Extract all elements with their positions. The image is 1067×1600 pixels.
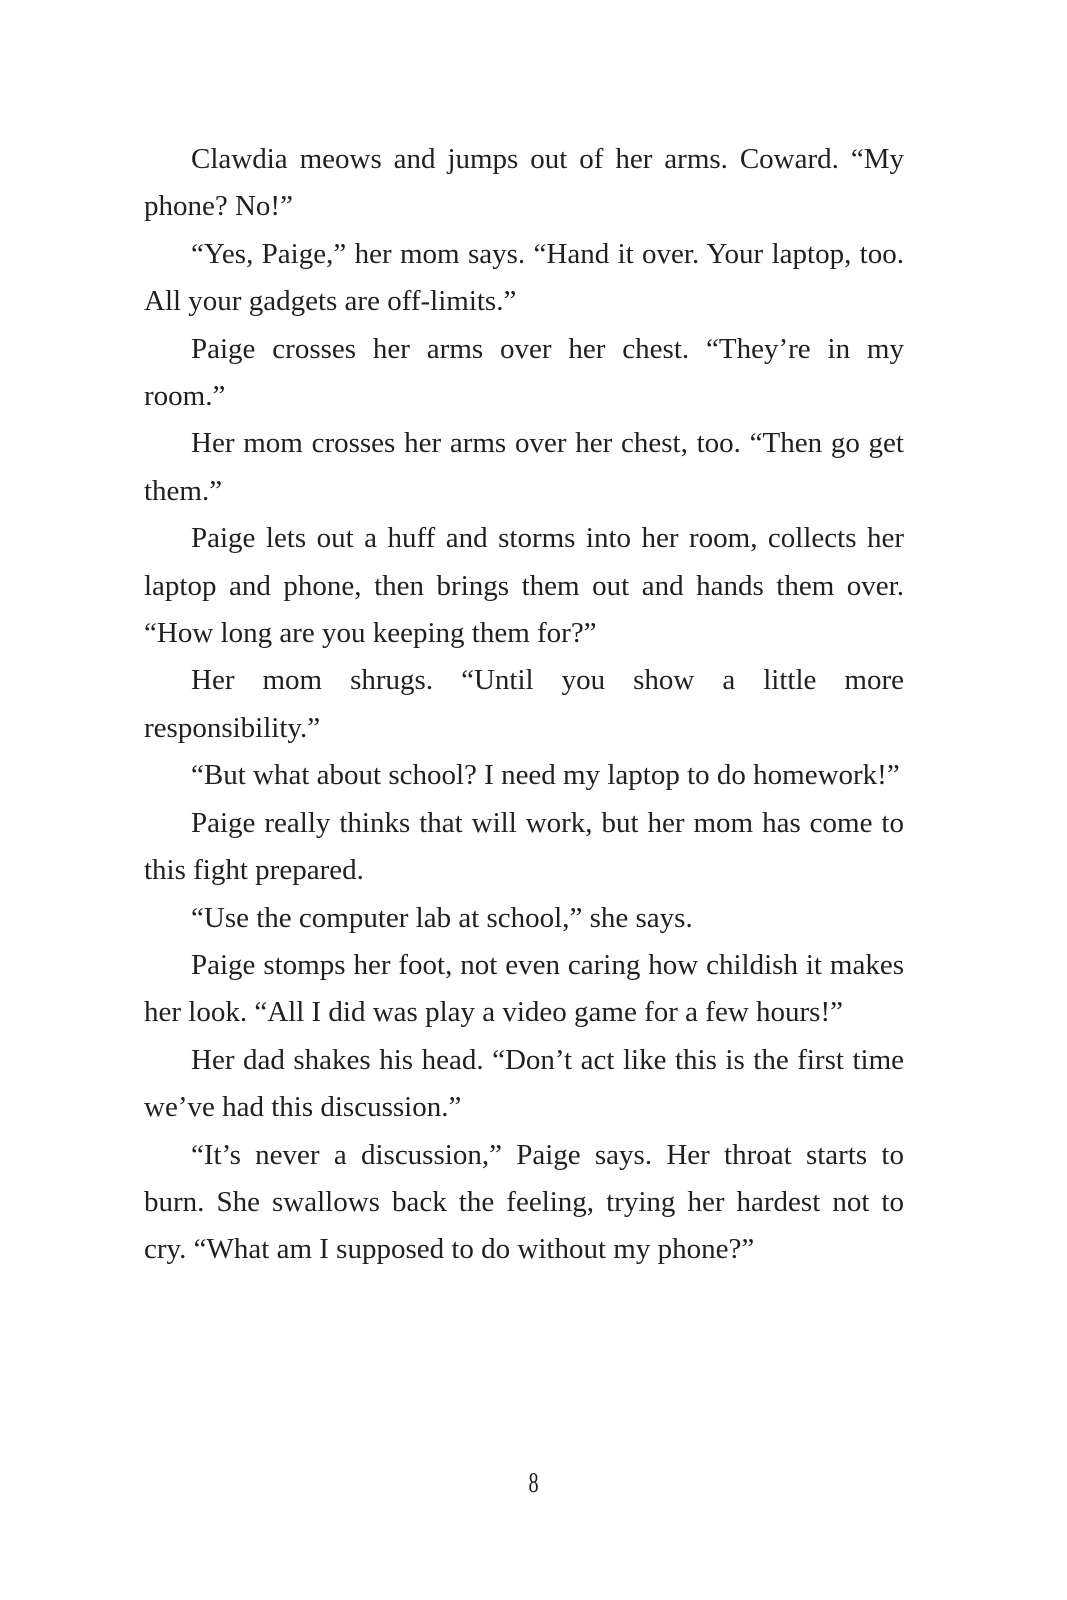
page-number: 8: [528, 1468, 539, 1499]
paragraph: “Use the computer lab at school,” she says.: [191, 901, 693, 934]
paragraph: “It’s never a discussion,” Paige says. Her throat starts to burn. She swallows back the feeling, trying her hardest not to cry. “What am I supposed to do without my phone?”: [144, 1138, 904, 1266]
paragraph: Paige really thinks that will work, but her mom has come to this fight prepared.: [144, 806, 904, 887]
paragraph: “Yes, Paige,” her mom says. “Hand it over. Your laptop, too. All your gadgets are off-limits.”: [144, 237, 904, 318]
paragraph: Her mom shrugs. “Until you show a little more responsibility.”: [144, 664, 904, 744]
paragraph: Paige crosses her arms over her chest. “They’re in my room.”: [144, 332, 904, 413]
paragraph: Her mom crosses her arms over her chest, too. “Then go get them.”: [144, 427, 904, 507]
paragraph: Her dad shakes his head. “Don’t act like this is the first time we’ve had this discussion.”: [144, 1043, 904, 1124]
paragraph: “But what about school? I need my laptop to do homework!”: [191, 759, 900, 792]
paragraph: Clawdia meows and jumps out of her arms. Coward. “My phone? No!”: [144, 143, 904, 223]
body-text: [144, 136, 904, 1274]
paragraph: Paige stomps her foot, not even caring how childish it makes her look. “All I did was play a video game for a few hours!”: [144, 948, 904, 1029]
paragraph: Paige lets out a huff and storms into her room, collects her laptop and phone, then brings them out and hands them over. “How long are you keeping them for?”: [144, 522, 904, 650]
